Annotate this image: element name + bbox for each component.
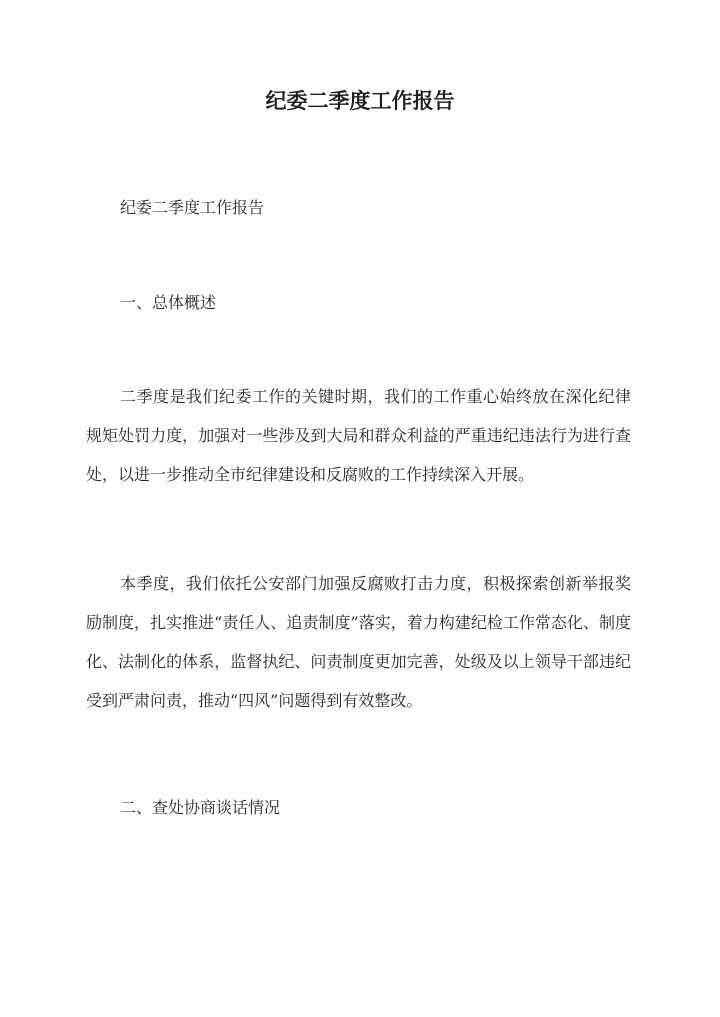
section-heading-investigations: 二、查处协商谈话情况 [120, 798, 281, 817]
paragraph-measures: 本季度，我们依托公安部门加强反腐败打击力度，积极探索创新举报奖励制度，扎实推进“责任人、追责制度”落实，着力构建纪检工作常态化、制度化、法制化的体系，监督执纪、问责制度更加完善，处级及以上领导干部违纪受到严肃问责，推动“四风”问题得到有效整改。 [86, 574, 631, 710]
document-title: 纪委二季度工作报告 [265, 88, 455, 113]
paragraph-overview: 二季度是我们纪委工作的关键时期，我们的工作重心始终放在深化纪律规矩处罚力度，加强对一些涉及到大局和群众利益的严重违纪违法行为进行查处，以进一步推动全市纪律建设和反腐败的工作持续深入开展。 [86, 387, 631, 484]
section-heading-overview: 一、总体概述 [120, 293, 217, 312]
document-subtitle: 纪委二季度工作报告 [120, 198, 265, 217]
